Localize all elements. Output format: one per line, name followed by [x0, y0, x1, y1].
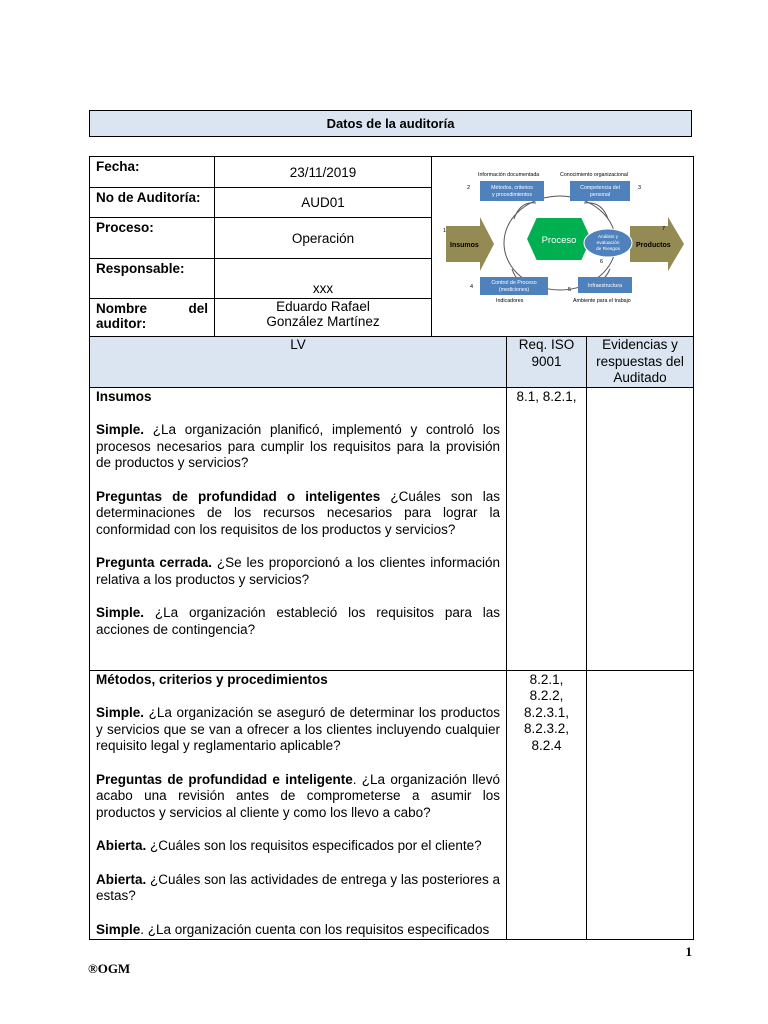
box-competencia-line2: personal — [589, 192, 611, 198]
section-metodos — [90, 670, 507, 940]
num-7: 7 — [662, 226, 666, 232]
question: Simple. ¿La organización estableció los requisitos para las acciones de contingencia? — [96, 605, 500, 637]
nombre-label-word3: auditor: — [96, 316, 147, 331]
req-insumos: 8.1, 8.2.1, — [507, 387, 587, 670]
section-title: Insumos — [96, 388, 152, 404]
audit-info-table — [89, 156, 694, 340]
process-center-label: Proceso — [541, 235, 577, 246]
col-lv-header: LV — [90, 337, 507, 388]
box-competencia — [570, 181, 630, 201]
box-competencia-line1: Competencia del — [580, 185, 620, 191]
box-metodos-line1: Métodos, criterios — [491, 185, 533, 191]
auditoria-label: No de Auditoría: — [90, 188, 215, 218]
req-item: 8.2.1, — [529, 671, 564, 687]
question: Preguntas de profundidad o inteligentes ¿Cuáles son las determinaciones de los recursos necesarios para lograr la conformidad con los requisitos de los productos y servicios? — [96, 488, 500, 537]
num-3: 3 — [638, 185, 642, 191]
req-item: 8.2.2, — [529, 688, 564, 703]
box-riesgos-line1: Análisis y — [597, 235, 619, 240]
question: Preguntas de profundidad e inteligente. ¿La organización llevó acabo una revisión antes de comprometerse a asumir los productos y servicios al cliente y como los llevo a cabo? — [96, 771, 500, 820]
nombre-value — [215, 299, 432, 340]
footer-mark: ®OGM — [88, 961, 131, 976]
question: Simple. ¿La organización cuenta con los requisitos especificados — [96, 921, 490, 937]
proceso-label: Proceso: — [90, 218, 215, 259]
process-diagram-cell — [432, 157, 694, 340]
question: Abierta. ¿Cuáles son las actividades de entrega y las posteriores a estas? — [96, 871, 500, 903]
output-label: Productos — [636, 242, 671, 249]
req-item: 8.2.3.1, — [523, 704, 570, 720]
box-metodos-line2: y procedimientos — [491, 192, 533, 198]
box-infra-label: Infraestructura — [587, 283, 623, 289]
question: Pregunta cerrada. ¿Se les proporcionó a los clientes información relativa a los productos y servicios? — [96, 555, 501, 587]
req-item: 8.2.3.2, — [523, 721, 570, 736]
box-riesgos-line2: evaluación — [596, 241, 620, 246]
nombre-value-line1: Eduardo Rafael — [276, 299, 370, 314]
nombre-label — [90, 299, 215, 340]
proceso-value: Operación — [215, 218, 432, 259]
bottom-left-caption: Indicadores — [496, 298, 524, 304]
box-control-line2: (mediciones) — [498, 287, 530, 293]
input-label: Insumos — [450, 242, 479, 249]
box-riesgos-line3: de Riesgos — [596, 247, 620, 252]
req-metodos — [507, 670, 587, 940]
top-left-caption: Información documentada — [478, 172, 540, 178]
top-right-caption: Conocimiento organizacional — [560, 172, 629, 178]
box-control-line1: Control de Proceso — [491, 280, 537, 286]
question: Abierta. ¿Cuáles son los requisitos especificados por el cliente? — [96, 838, 482, 853]
num-4: 4 — [470, 284, 474, 290]
num-2: 2 — [467, 185, 471, 191]
evidence-metodos[interactable] — [587, 670, 694, 940]
fecha-label: Fecha: — [90, 157, 215, 188]
page-number: 1 — [685, 944, 692, 959]
section-title: Métodos, criterios y procedimientos — [96, 671, 328, 687]
checklist-table — [89, 336, 694, 940]
question: Simple. ¿La organización se aseguró de determinar los productos y servicios que se van a ofrecer a los clientes incluyendo cualquier requisito legal y reglamentario aplicable? — [96, 705, 500, 753]
nombre-value-line2: González Martínez — [266, 314, 380, 329]
auditoria-value: AUD01 — [215, 188, 432, 218]
evidence-insumos[interactable] — [587, 387, 694, 670]
page-title: Datos de la auditoría — [89, 110, 692, 137]
req-item: 8.2.4 — [531, 737, 562, 753]
section-insumos — [90, 387, 507, 670]
nombre-label-word2: del — [188, 301, 208, 316]
bottom-right-caption: Ambiente para el trabajo — [573, 298, 631, 304]
box-metodos — [480, 181, 544, 201]
fecha-value: 23/11/2019 — [215, 157, 432, 188]
num-5: 5 — [568, 287, 572, 293]
col-req-header: Req. ISO 9001 — [507, 337, 587, 388]
nombre-label-word1: Nombre — [96, 301, 148, 316]
responsable-label: Responsable: — [90, 259, 215, 299]
process-diagram — [432, 157, 694, 319]
responsable-value: xxx — [215, 259, 432, 299]
num-6: 6 — [600, 259, 604, 265]
question: Simple. ¿La organización planificó, implementó y controló los procesos necesarios para cumplir los requisitos para la provisión de productos y servicios? — [96, 422, 500, 470]
num-1: 1 — [443, 228, 447, 234]
col-evid-header: Evidencias y respuestas del Auditado — [587, 337, 694, 388]
